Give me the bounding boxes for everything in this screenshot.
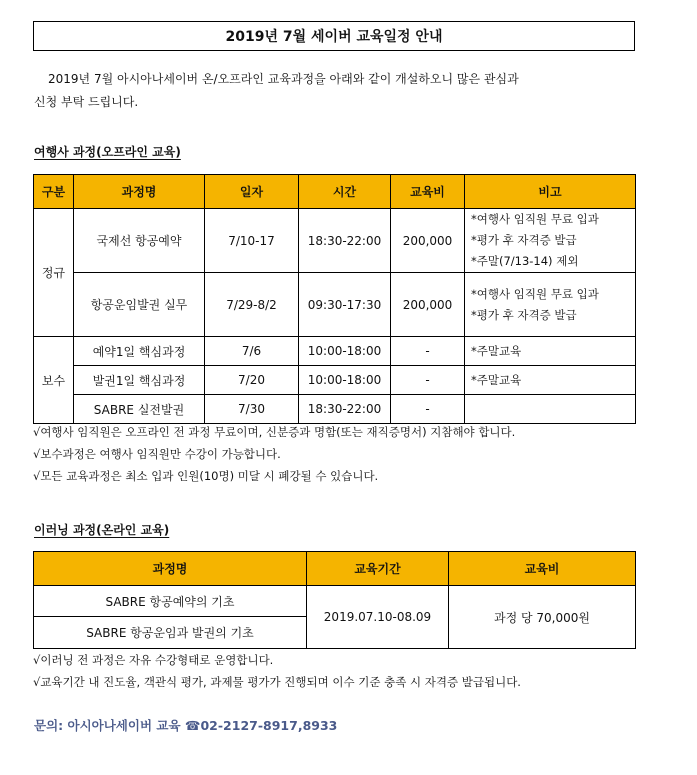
- online-footnotes: [33, 649, 521, 693]
- category-cell: 보수: [34, 337, 74, 424]
- table-row: [34, 209, 636, 273]
- category-cell: 정규: [34, 209, 74, 337]
- page-title-text: 2019년 7월 세이버 교육일정 안내: [225, 29, 443, 45]
- course-cell: SABRE 항공예약의 기초: [34, 586, 307, 617]
- footnote: √교육기간 내 진도율, 객관식 평가, 과제물 평가가 진행되며 이수 기준 충족 시 자격증 발급됩니다.: [33, 675, 521, 689]
- contact-label: 문의: 아시아나세이버 교육: [34, 718, 181, 733]
- date-cell: 7/20: [205, 366, 299, 395]
- header-course: 과정명: [34, 552, 307, 586]
- course-cell: 항공운임발권 실무: [74, 273, 205, 337]
- table-row: [34, 273, 636, 337]
- footnote: √여행사 임직원은 오프라인 전 과정 무료이며, 신분증과 명함(또는 재직증명서) 지참해야 합니다.: [33, 425, 516, 439]
- remarks-cell: [465, 395, 636, 424]
- offline-section-title: 여행사 과정(오프라인 교육): [34, 145, 181, 159]
- header-time: 시간: [299, 175, 391, 209]
- footnote: √모든 교육과정은 최소 입과 인원(10명) 미달 시 폐강될 수 있습니다.: [33, 469, 379, 483]
- header-date: 일자: [205, 175, 299, 209]
- remark-line: *여행사 임직원 무료 입과: [471, 212, 599, 226]
- online-course-table: [33, 551, 636, 649]
- intro-paragraph: [34, 68, 634, 114]
- remarks-cell: [465, 273, 636, 337]
- fee-cell: -: [391, 395, 465, 424]
- date-cell: 7/29-8/2: [205, 273, 299, 337]
- table-header-row: [34, 552, 636, 586]
- date-cell: 7/6: [205, 337, 299, 366]
- time-cell: 10:00-18:00: [299, 337, 391, 366]
- remark-line: *주말(7/13-14) 제외: [471, 254, 579, 268]
- period-cell: 2019.07.10-08.09: [307, 586, 449, 649]
- time-cell: 09:30-17:30: [299, 273, 391, 337]
- header-fee: 교육비: [449, 552, 636, 586]
- fee-cell: 200,000: [391, 209, 465, 273]
- remark-line: *주말교육: [471, 343, 522, 358]
- time-cell: 18:30-22:00: [299, 209, 391, 273]
- header-fee: 교육비: [391, 175, 465, 209]
- header-period: 교육기간: [307, 552, 449, 586]
- course-cell: SABRE 실전발권: [74, 395, 205, 424]
- remark-line: *여행사 임직원 무료 입과: [471, 286, 599, 301]
- page-title: [33, 21, 635, 51]
- date-cell: 7/10-17: [205, 209, 299, 273]
- header-category: 구분: [34, 175, 74, 209]
- fee-cell: 과정 당 70,000원: [449, 586, 636, 649]
- time-cell: 10:00-18:00: [299, 366, 391, 395]
- contact-info: [34, 716, 337, 734]
- course-cell: SABRE 항공운임과 발권의 기초: [34, 617, 307, 649]
- remarks-cell: [465, 366, 636, 395]
- remarks-cell: [465, 337, 636, 366]
- remark-line: *평가 후 자격증 발급: [471, 233, 577, 247]
- table-row: [34, 366, 636, 395]
- remark-line: *주말교육: [471, 372, 522, 387]
- fee-cell: -: [391, 337, 465, 366]
- course-cell: 발권1일 핵심과정: [74, 366, 205, 395]
- course-cell: 예약1일 핵심과정: [74, 337, 205, 366]
- table-row: [34, 586, 636, 617]
- offline-schedule-table: [33, 174, 636, 424]
- intro-line-1: 2019년 7월 아시아나세이버 온/오프라인 교육과정을 아래와 같이 개설하오니 많은 관심과: [48, 72, 519, 86]
- remark-line: *평가 후 자격증 발급: [471, 307, 577, 322]
- header-remarks: 비고: [465, 175, 636, 209]
- fee-cell: -: [391, 366, 465, 395]
- header-course: 과정명: [74, 175, 205, 209]
- time-cell: 18:30-22:00: [299, 395, 391, 424]
- table-row: [34, 395, 636, 424]
- course-cell: 국제선 항공예약: [74, 209, 205, 273]
- date-cell: 7/30: [205, 395, 299, 424]
- table-row: [34, 337, 636, 366]
- table-header-row: [34, 175, 636, 209]
- fee-cell: 200,000: [391, 273, 465, 337]
- footnote: √이러닝 전 과정은 자유 수강형태로 운영합니다.: [33, 653, 274, 667]
- contact-phone: 02-2127-8917,8933: [200, 718, 338, 733]
- offline-footnotes: [33, 421, 515, 487]
- online-section-title: 이러닝 과정(온라인 교육): [34, 523, 170, 537]
- intro-line-2: 신청 부탁 드립니다.: [34, 95, 139, 109]
- phone-icon: ☎: [184, 718, 201, 733]
- footnote: √보수과정은 여행사 임직원만 수강이 가능합니다.: [33, 447, 281, 461]
- remarks-cell: [465, 209, 636, 273]
